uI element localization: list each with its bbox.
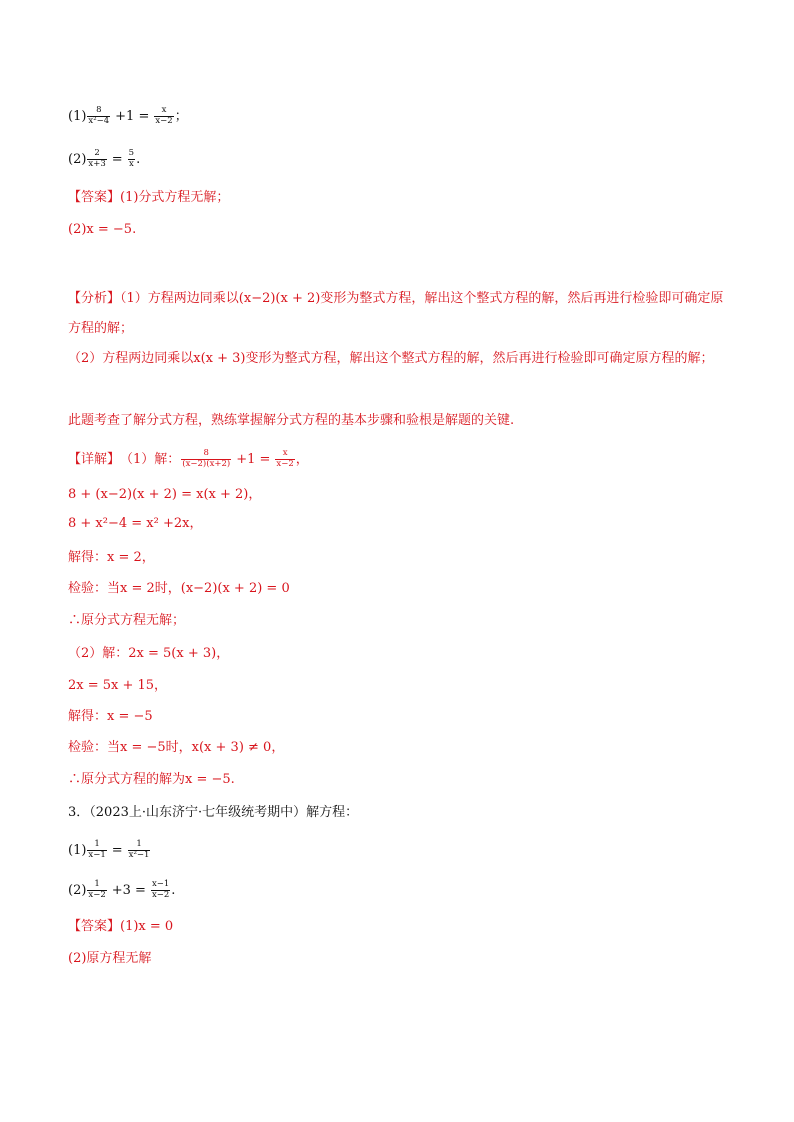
detail-tag: 【详解】	[68, 451, 121, 467]
q3-part2-equation: (2) $\frac{1}{x-2}$ +3 = $\frac{x-1}{x-2}$ .	[68, 879, 176, 900]
part-label: (1)	[68, 108, 87, 124]
fraction: $\frac{x}{x-2}$	[155, 105, 173, 126]
q3-part1-equation: (1) $\frac{1}{x-1}$ = $\frac{1}{\text{x²−1}}$	[68, 839, 150, 860]
answer-tag: 【答案】	[68, 190, 121, 205]
q2-detail-step-7: 2x = 5x + 15，	[68, 678, 168, 693]
q2-answer-1: 【答案】 (1)分式方程无解；	[68, 190, 230, 205]
q2-analysis-1: 【分析】（1）方程两边同乘以(x−2)(x + 2)变形为整式方程，解出这个整式方程的解，然后再进行检验即可确定原方程的解；	[68, 291, 724, 336]
q2-detail-step-10: ∴原分式方程的解为x = −5.	[68, 772, 235, 787]
fraction: $\frac{1}{\text{x²−1}}$	[128, 839, 150, 860]
fraction: $\frac{x-1}{x-2}$	[151, 879, 170, 900]
fraction: $\frac{1}{x-1}$	[88, 839, 106, 860]
fraction: $\frac{1}{x-2}$	[88, 879, 106, 900]
fraction: $\frac{2}{x+3}$	[88, 148, 106, 169]
q2-detail-step-5: ∴原分式方程无解；	[68, 613, 186, 628]
fraction: $\frac{5}{x}$	[128, 148, 135, 169]
part-label: (2)	[68, 882, 87, 898]
q3-answer-1: 【答案】 (1)x = 0	[68, 919, 174, 934]
q2-analysis-3: 此题考查了解分式方程，熟练掌握解分式方程的基本步骤和验根是解题的关键.	[68, 413, 515, 428]
q2-part2-equation: (2) $\frac{2}{x+3}$ = $\frac{5}{x}$ .	[68, 148, 141, 169]
q2-analysis-2: （2）方程两边同乘以x(x + 3)变形为整式方程，解出这个整式方程的解，然后再进行检验即可确定原方程的解；	[68, 351, 714, 366]
q2-detail-step-6: （2）解：2x = 5(x + 3)，	[68, 646, 230, 661]
q2-detail-step-8: 解得：x = −5	[68, 709, 153, 724]
q3-answer-2: (2)原方程无解	[68, 951, 152, 966]
answer-tag: 【答案】	[68, 919, 121, 934]
fraction: $\frac{8}{(x-2)(x+2)}$	[182, 448, 231, 469]
q2-detail-step-1: 8 + (x−2)(x + 2) = x(x + 2)，	[68, 487, 262, 502]
q2-detail-step-9: 检验：当x = −5时，x(x + 3) ≠ 0，	[68, 740, 285, 755]
q2-detail-step-4: 检验：当x = 2时，(x−2)(x + 2) = 0	[68, 581, 290, 596]
q2-answer-2: (2)x = −5.	[68, 222, 137, 237]
q3-title: 3．（2023上·山东济宁·七年级统考期中）解方程：	[68, 805, 359, 820]
q2-detail-intro: 【详解】 （1）解： $\frac{8}{(x-2)(x+2)}$ +1 = $\frac{x}{x-2}$ ，	[68, 448, 309, 469]
q2-detail-step-3: 解得：x = 2，	[68, 550, 155, 565]
fraction: $\frac{8}{\text{x²−4}}$	[88, 105, 110, 126]
part-label: (2)	[68, 151, 87, 167]
fraction: $\frac{x}{x-2}$	[276, 448, 294, 469]
part-label: (1)	[68, 842, 87, 858]
q2-part1-equation: (1) $\frac{8}{\text{x²−4}}$ +1 = $\frac{x}{x-2}$ ；	[68, 105, 188, 126]
q2-detail-step-2: 8 + x²−4 = x² +2x，	[68, 516, 203, 531]
analysis-tag: 【分析】	[68, 291, 121, 306]
